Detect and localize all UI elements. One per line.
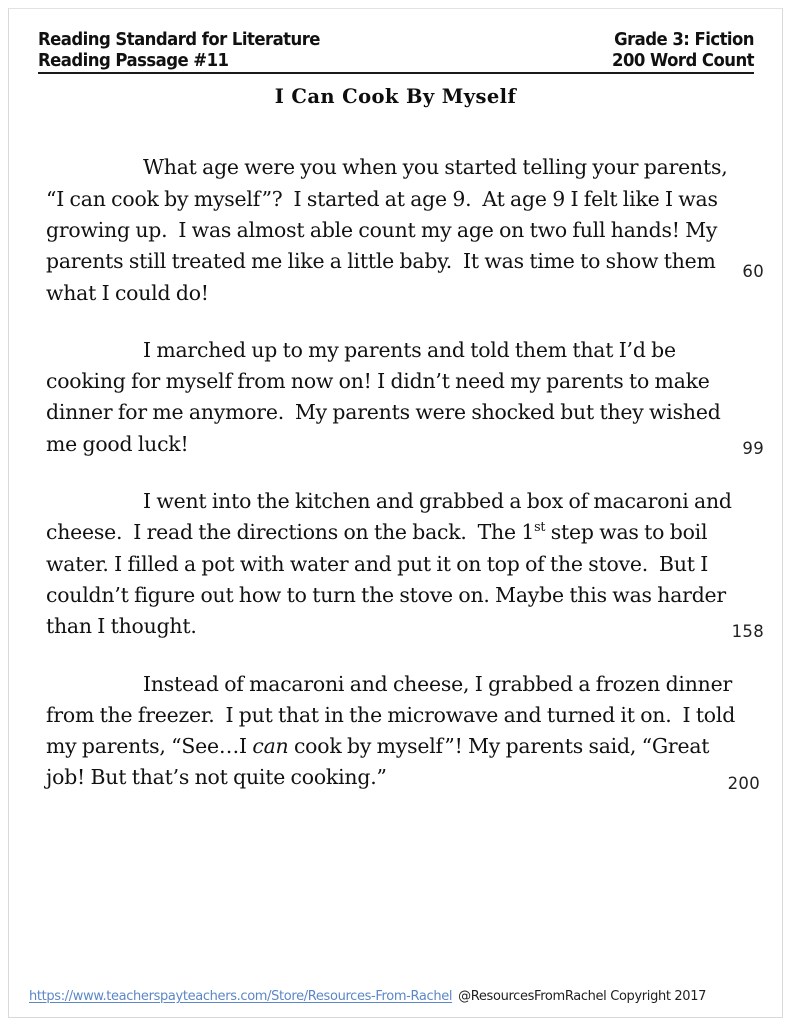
header-grade-label: Grade 3: Fiction <box>614 28 754 50</box>
paragraph-2 <box>46 335 746 460</box>
header-divider-rule <box>38 72 754 74</box>
page-footer <box>29 989 774 1004</box>
paragraph-4 <box>46 669 746 794</box>
store-url-link[interactable]: https://www.teacherspayteachers.com/Store/Resources-From-Rachel <box>29 989 453 1004</box>
paragraph-1 <box>46 152 746 308</box>
paragraph-4-text-after: cook by myself”! My parents said, “Great job! But that’s not quite cooking.” <box>46 734 715 790</box>
header-standard-label: Reading Standard for Literature <box>38 28 320 50</box>
paragraph-3-text-before: I went into the kitchen and grabbed a box of macaroni and cheese. I read the directions on the back. The 1 <box>46 489 738 545</box>
copyright-credit: @ResourcesFromRachel Copyright 2017 <box>458 989 707 1004</box>
passage-title: I Can Cook By Myself <box>274 85 517 108</box>
word-count-marker-60: 60 <box>742 261 764 281</box>
ordinal-superscript-st: st <box>534 519 546 535</box>
paragraph-block-2 <box>46 335 764 460</box>
page-header <box>38 28 754 74</box>
header-rows <box>38 28 754 71</box>
header-row-top <box>38 28 754 50</box>
paragraph-block-4 <box>46 669 760 794</box>
emphasis-can: can <box>252 734 289 759</box>
paragraph-2-text: I marched up to my parents and told them that I’d be cooking for myself from now on! I didn’t need my parents to make dinner for me anymore. My parents were shocked but they wished me good luck! <box>46 337 727 456</box>
word-count-marker-99: 99 <box>742 439 764 459</box>
header-passage-number: Reading Passage #11 <box>38 50 229 71</box>
paragraph-1-text: What age were you when you started telling your parents, “I can cook by myself”? I started at age 9. At age 9 I felt like I was growing up. I was almost able count my age on two full hands! My parents still treated me like a little baby. It was time to show them what I could do! <box>46 155 733 305</box>
header-row-bottom <box>38 52 754 69</box>
header-word-count-label: 200 Word Count <box>612 50 754 71</box>
paragraph-block-3 <box>46 486 764 642</box>
word-count-marker-200: 200 <box>727 773 760 793</box>
passage-body <box>46 132 764 814</box>
paragraph-4-text-before: Instead of macaroni and cheese, I grabbed a frozen dinner from the freezer. I put that in the microwave and turned it on. I told my parents, “See…I <box>46 671 741 759</box>
paragraph-3 <box>46 486 746 642</box>
word-count-marker-158: 158 <box>731 621 764 641</box>
paragraph-block-1 <box>46 152 764 308</box>
paragraph-3-text-after: step was to boil water. I filled a pot with water and put it on top of the stove. But I couldn’t figure out how to turn the stove on. Maybe this was harder than I thought. <box>46 520 732 639</box>
